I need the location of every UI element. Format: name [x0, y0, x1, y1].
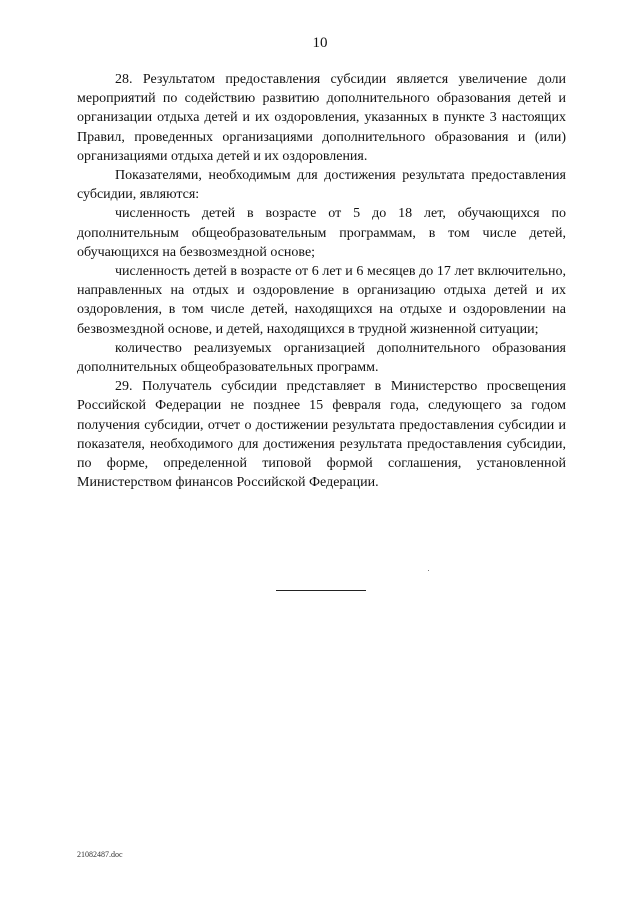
document-body	[77, 70, 566, 492]
paragraph-indicator-children-recreation: численность детей в возрасте от 6 лет и 6 месяцев до 17 лет включительно, направленных на отдых и оздоровление в организацию отдыха детей и их оздоровления, в том числе детей, находящихся на отдыхе и оздоровлении на безвозмездной основе, и детей, находящихся в трудной жизненной ситуации;	[77, 264, 566, 337]
paragraph-28-result: 28. Результатом предоставления субсидии является увеличение доли мероприятий по содействию развитию дополнительного образования детей и организации отдыха детей и их оздоровления, указанных в пункте 3 настоящих Правил, проведенных организациями дополнительного образования и (или) организациями отдыха детей и их оздоровления.	[77, 72, 566, 164]
paragraph-indicators-intro: Показателями, необходимым для достижения результата предоставления субсидии, являются:	[77, 168, 566, 203]
end-of-text-divider	[276, 590, 366, 591]
paragraph-indicator-children-5-18: численность детей в возрасте от 5 до 18 лет, обучающихся по дополнительным общеобразовательным программам, в том числе детей, обучающихся на безвозмездной основе;	[77, 206, 566, 260]
file-reference: 21082487.doc	[77, 850, 123, 859]
scan-speck	[428, 570, 429, 571]
paragraph-29-report: 29. Получатель субсидии представляет в Министерство просвещения Российской Федерации не позднее 15 февраля года, следующего за годом получения субсидии, отчет о достижении результата предоставления субсидии и показателя, необходимого для достижения результата предоставления субсидии, по форме, определенной типовой формой соглашения, установленной Министерством финансов Российской Федерации.	[77, 379, 566, 491]
paragraph-indicator-programs-count: количество реализуемых организацией дополнительного образования дополнительных общеобразовательных программ.	[77, 340, 566, 376]
page-number: 10	[312, 35, 328, 51]
